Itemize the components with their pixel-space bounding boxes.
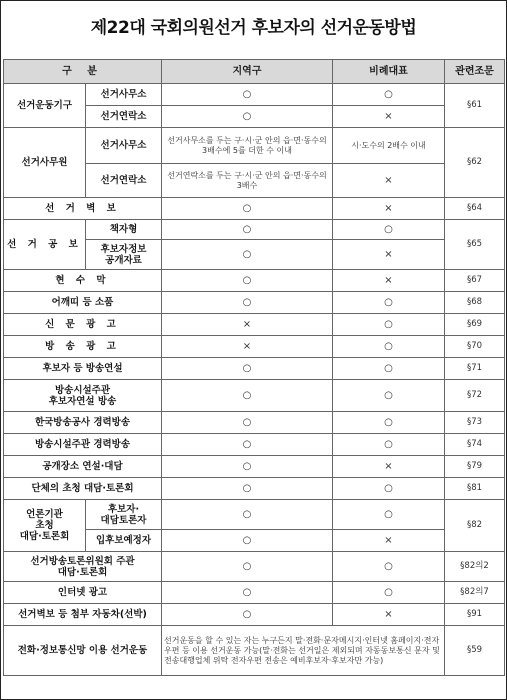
header-category: 구 분	[4, 60, 162, 84]
table-row	[4, 478, 505, 500]
category-cell: 신 문 광 고	[4, 314, 162, 336]
proportional-cell: ○	[333, 582, 445, 604]
proportional-cell: ○	[333, 292, 445, 314]
proportional-cell: ×	[333, 240, 445, 270]
law-cell: §74	[445, 434, 505, 456]
law-cell: §64	[445, 198, 505, 220]
table-row	[4, 128, 505, 164]
law-cell: §82의7	[445, 582, 505, 604]
subcategory-cell: 선거연락소	[86, 106, 162, 128]
table-row	[4, 380, 505, 412]
category-cell: 어깨띠 등 소품	[4, 292, 162, 314]
proportional-cell: ○	[333, 358, 445, 380]
subcategory-cell: 선거연락소	[86, 164, 162, 198]
law-cell: §82	[445, 500, 505, 552]
document-title: 제22대 국회의원선거 후보자의 선거운동방법	[90, 17, 417, 38]
category-cell: 전화·정보통신망 이용 선거운동	[4, 626, 162, 676]
district-cell: ○	[162, 84, 333, 106]
law-cell: §73	[445, 412, 505, 434]
proportional-cell: ○	[333, 314, 445, 336]
proportional-cell: ○	[333, 552, 445, 582]
district-cell: ○	[162, 500, 333, 530]
category-cell: 언론기관 초청 대담·토론회	[4, 500, 86, 552]
table-row	[4, 412, 505, 434]
law-cell: §70	[445, 336, 505, 358]
district-cell: 선거연락소를 두는 구·시·군 안의 읍·면·동수의 3배수	[162, 164, 333, 198]
subcategory-cell: 입후보예정자	[86, 530, 162, 552]
district-cell: ○	[162, 240, 333, 270]
table-row	[4, 198, 505, 220]
proportional-cell: ○	[333, 336, 445, 358]
header-district: 지역구	[162, 60, 333, 84]
category-cell: 방송시설주관 경력방송	[4, 434, 162, 456]
category-cell: 선거방송토론위원회 주관 대담·토론회	[4, 552, 162, 582]
district-cell: ○	[162, 198, 333, 220]
table-row	[4, 500, 505, 530]
law-cell: §65	[445, 220, 505, 270]
proportional-cell: ×	[333, 164, 445, 198]
law-cell: §82의2	[445, 552, 505, 582]
district-cell: ○	[162, 412, 333, 434]
district-cell: ○	[162, 456, 333, 478]
district-cell: ○	[162, 434, 333, 456]
district-cell: ○	[162, 380, 333, 412]
proportional-cell: ×	[333, 530, 445, 552]
district-cell: ×	[162, 336, 333, 358]
subcategory-cell: 선거사무소	[86, 84, 162, 106]
subcategory-cell: 책자형	[86, 220, 162, 240]
table-row	[4, 220, 505, 240]
table-row	[4, 552, 505, 582]
law-cell: §62	[445, 128, 505, 198]
proportional-cell: ○	[333, 220, 445, 240]
table-row	[4, 582, 505, 604]
district-cell: ○	[162, 106, 333, 128]
description-cell: 선거운동을 할 수 있는 자는 누구든지 말·전화·문자메시지·인터넷 홈페이지·전자우편 등 이용 선거운동 가능(말·전화는 선거일은 제외되며 자동동보통신 문자 및 전송대행업체 위탁 전자우편 전송은 예비후보자·후보자만 가능)	[162, 626, 445, 676]
district-cell: 선거사무소를 두는 구·시·군 안의 읍·면·동수의 3배수에 5를 더한 수 이내	[162, 128, 333, 164]
law-cell: §71	[445, 358, 505, 380]
district-cell: ○	[162, 270, 333, 292]
law-cell: §59	[445, 626, 505, 676]
proportional-cell: ○	[333, 84, 445, 106]
law-cell: §69	[445, 314, 505, 336]
proportional-cell: ○	[333, 500, 445, 530]
law-cell: §61	[445, 84, 505, 128]
table-row	[4, 336, 505, 358]
category-cell: 후보자 등 방송연설	[4, 358, 162, 380]
proportional-cell: ○	[333, 412, 445, 434]
proportional-cell: 시·도수의 2배수 이내	[333, 128, 445, 164]
category-cell: 한국방송공사 경력방송	[4, 412, 162, 434]
district-cell: ○	[162, 292, 333, 314]
category-cell: 선거운동기구	[4, 84, 86, 128]
law-cell: §68	[445, 292, 505, 314]
category-cell: 선거벽보 등 첨부 자동차(선박)	[4, 604, 162, 626]
category-cell: 선 거 공 보	[4, 220, 86, 270]
table-row	[4, 456, 505, 478]
district-cell: ○	[162, 552, 333, 582]
campaign-methods-table	[3, 59, 505, 676]
proportional-cell: ○	[333, 380, 445, 412]
district-cell: ○	[162, 478, 333, 500]
category-cell: 선거사무원	[4, 128, 86, 198]
table-row	[4, 626, 505, 676]
law-cell: §72	[445, 380, 505, 412]
table-row	[4, 358, 505, 380]
category-cell: 공개장소 연설·대담	[4, 456, 162, 478]
proportional-cell: ×	[333, 106, 445, 128]
table-row	[4, 84, 505, 106]
proportional-cell: ×	[333, 456, 445, 478]
subcategory-cell: 선거사무소	[86, 128, 162, 164]
district-cell: ○	[162, 604, 333, 626]
district-cell: ○	[162, 582, 333, 604]
category-cell: 현 수 막	[4, 270, 162, 292]
table-row	[4, 434, 505, 456]
district-cell: ○	[162, 220, 333, 240]
district-cell: ○	[162, 358, 333, 380]
proportional-cell: ×	[333, 198, 445, 220]
table-row	[4, 604, 505, 626]
proportional-cell: ×	[333, 604, 445, 626]
law-cell: §79	[445, 456, 505, 478]
law-cell: §81	[445, 478, 505, 500]
subcategory-cell: 후보자정보 공개자료	[86, 240, 162, 270]
proportional-cell: ○	[333, 478, 445, 500]
law-cell: §91	[445, 604, 505, 626]
header-row	[4, 60, 505, 84]
category-cell: 방 송 광 고	[4, 336, 162, 358]
table-row	[4, 270, 505, 292]
category-cell: 단체의 초청 대담·토론회	[4, 478, 162, 500]
proportional-cell: ×	[333, 270, 445, 292]
district-cell: ○	[162, 530, 333, 552]
header-proportional: 비례대표	[333, 60, 445, 84]
header-law: 관련조문	[445, 60, 505, 84]
proportional-cell: ○	[333, 434, 445, 456]
subcategory-cell: 후보자· 대담토론자	[86, 500, 162, 530]
category-cell: 인터넷 광고	[4, 582, 162, 604]
table-row	[4, 292, 505, 314]
district-cell: ×	[162, 314, 333, 336]
category-cell: 선 거 벽 보	[4, 198, 162, 220]
category-cell: 방송시설주관 후보자연설 방송	[4, 380, 162, 412]
law-cell: §67	[445, 270, 505, 292]
table-row	[4, 314, 505, 336]
